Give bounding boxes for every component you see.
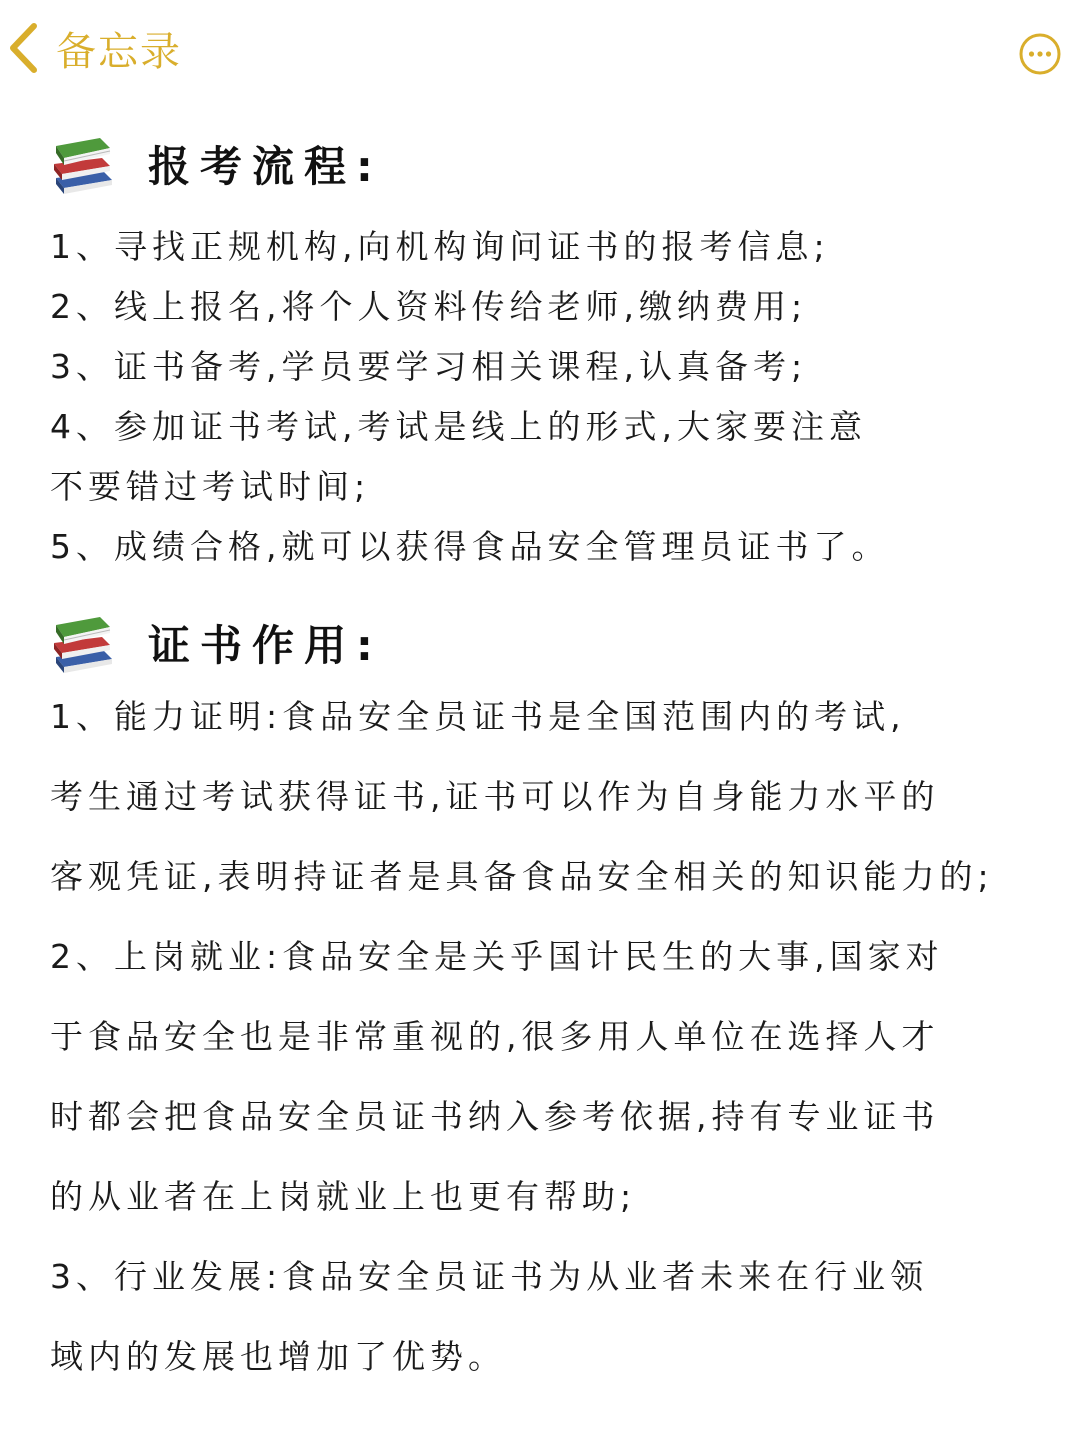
- usage-line: 于食品安全也是非常重视的,很多用人单位在选择人才: [50, 1017, 940, 1056]
- back-button[interactable]: [6, 18, 182, 78]
- process-line: 不要错过考试时间;: [50, 467, 371, 506]
- back-label: 备忘录: [56, 28, 182, 75]
- usage-line: 客观凭证,表明持证者是具备食品安全相关的知识能力的;: [50, 857, 994, 896]
- navigation-bar: [0, 0, 1080, 100]
- usage-list: [50, 677, 1070, 1397]
- process-line: 3、证书备考,学员要学习相关课程,认真备考;: [50, 347, 808, 386]
- usage-line: 考生通过考试获得证书,证书可以作为自身能力水平的: [50, 777, 940, 816]
- process-line: 5、成绩合格,就可以获得食品安全管理员证书了。: [50, 527, 890, 566]
- more-button[interactable]: [1018, 32, 1062, 76]
- section-title: 报考流程:: [148, 142, 383, 191]
- usage-line: 时都会把食品安全员证书纳入参考依据,持有专业证书: [50, 1097, 940, 1136]
- section-title: 证书作用:: [148, 621, 383, 670]
- chevron-left-icon: [6, 21, 40, 75]
- section-heading-process: [50, 124, 383, 204]
- usage-line: 的从业者在上岗就业上也更有帮助;: [50, 1177, 637, 1216]
- section-heading-usage: [50, 603, 383, 683]
- process-line: 2、线上报名,将个人资料传给老师,缴纳费用;: [50, 287, 808, 326]
- usage-line: 2、上岗就业:食品安全是关乎国计民生的大事,国家对: [50, 937, 944, 976]
- process-line: 1、寻找正规机构,向机构询问证书的报考信息;: [50, 227, 830, 266]
- more-dots-icon: [1018, 32, 1062, 76]
- usage-line: 域内的发展也增加了优势。: [50, 1337, 506, 1376]
- usage-line: 3、行业发展:食品安全员证书为从业者未来在行业领: [50, 1257, 929, 1296]
- process-line: 4、参加证书考试,考试是线上的形式,大家要注意: [50, 407, 867, 446]
- books-icon: [50, 611, 116, 675]
- books-icon: [50, 132, 116, 196]
- process-list: [50, 217, 1070, 577]
- usage-line: 1、能力证明:食品安全员证书是全国范围内的考试,: [50, 697, 906, 736]
